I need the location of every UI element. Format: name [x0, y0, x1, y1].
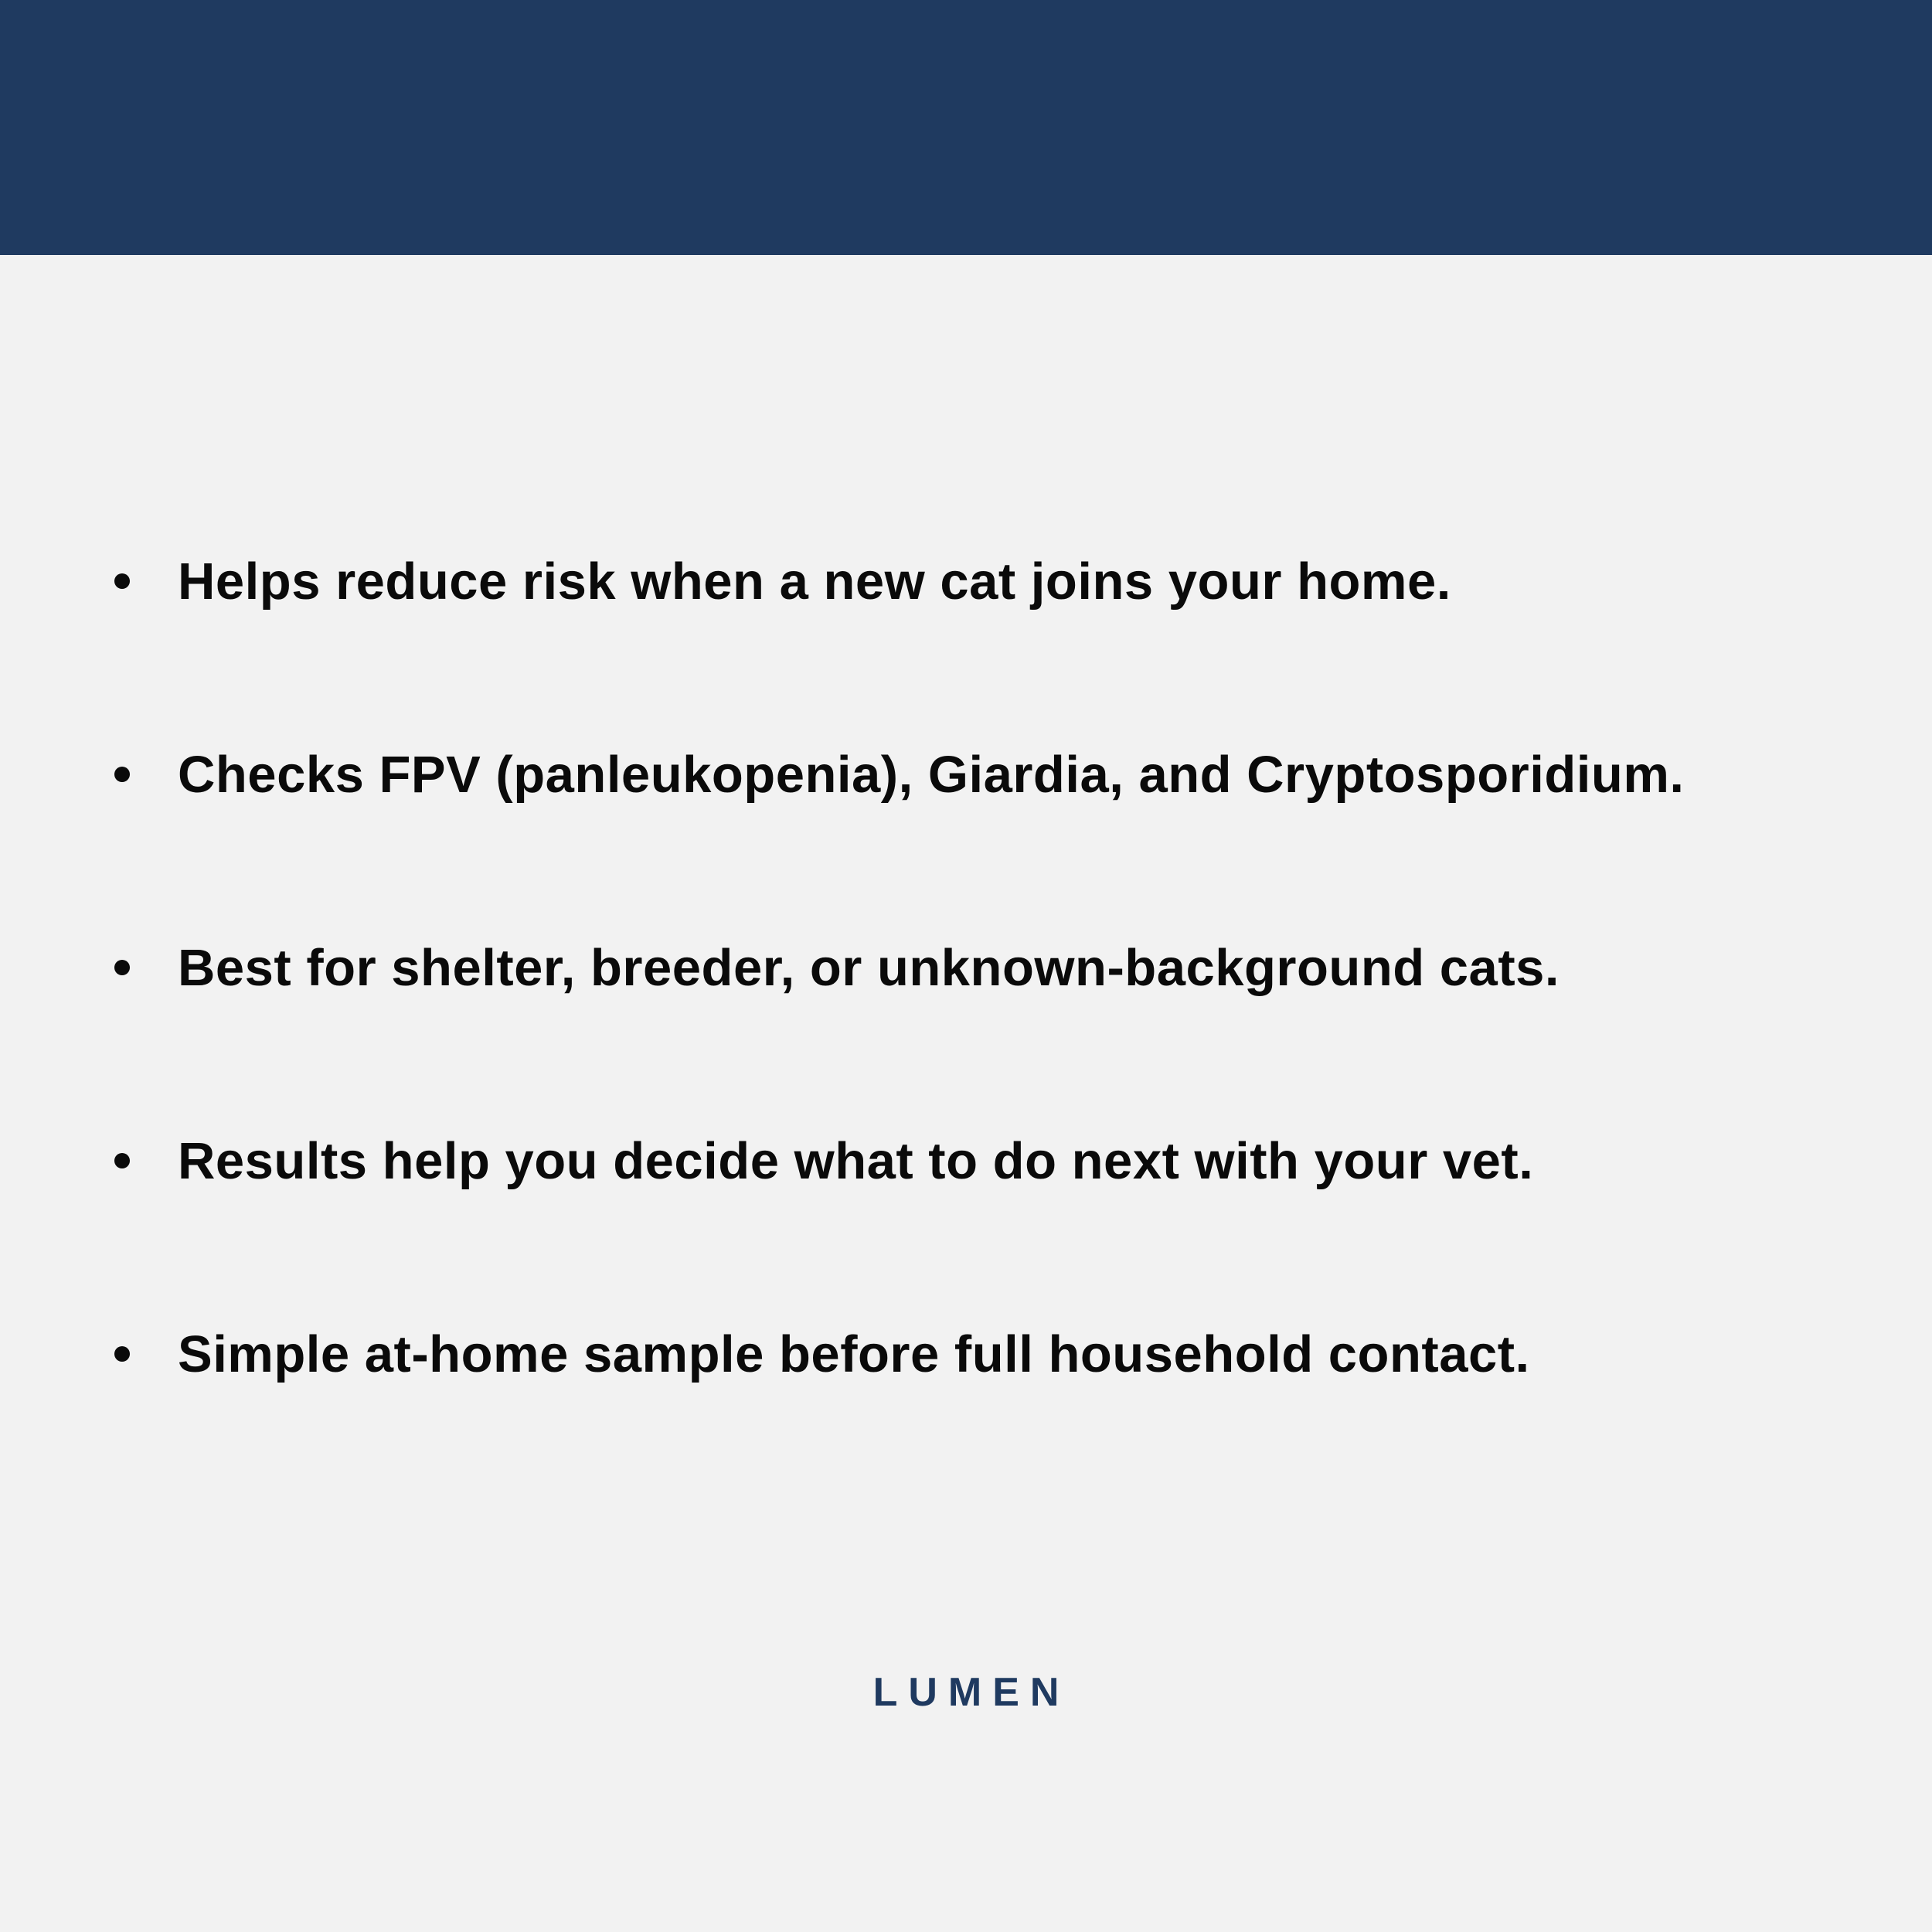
bullet-icon: [114, 1153, 130, 1168]
bullet-icon: [114, 960, 130, 975]
list-item-text: Results help you decide what to do next with your vet.: [178, 1131, 1534, 1190]
list-item: [114, 1122, 1892, 1199]
list-item-text: Helps reduce risk when a new cat joins your home.: [178, 552, 1451, 611]
list-item: [114, 1315, 1892, 1393]
list-item-text: Best for shelter, breeder, or unknown-background cats.: [178, 938, 1560, 997]
bullet-icon: [114, 573, 130, 589]
list-item-text: Simple at-home sample before full household contact.: [178, 1325, 1530, 1383]
list-item: [114, 736, 1892, 813]
list-item-text: Checks FPV (panleukopenia), Giardia, and Cryptosporidium.: [178, 745, 1685, 804]
bullet-icon: [114, 767, 130, 782]
list-item: [114, 543, 1892, 620]
list-item: [114, 929, 1892, 1006]
header-band: [0, 0, 1932, 255]
brand-logo: LUMEN: [872, 1670, 1070, 1715]
bullet-icon: [114, 1346, 130, 1362]
